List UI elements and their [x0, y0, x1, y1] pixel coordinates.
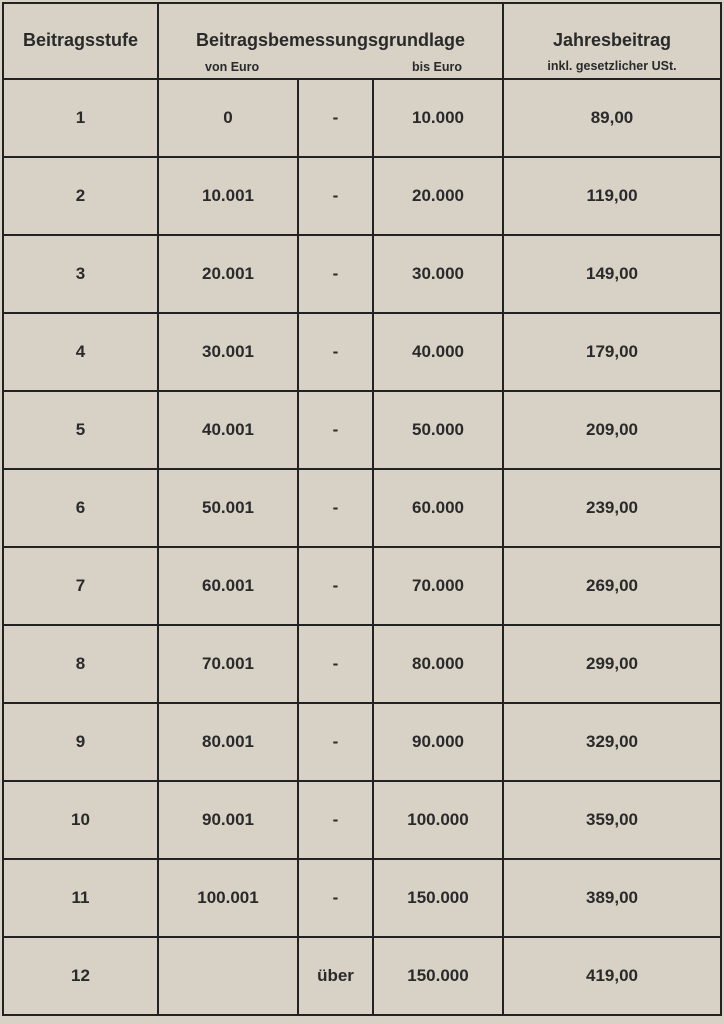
cell-separator: - [298, 391, 373, 469]
cell-stufe: 8 [3, 625, 158, 703]
cell-von: 70.001 [158, 625, 298, 703]
cell-beitrag: 209,00 [503, 391, 721, 469]
cell-stufe: 9 [3, 703, 158, 781]
header-jahresbeitrag [503, 3, 721, 79]
cell-bis: 20.000 [373, 157, 503, 235]
cell-beitrag: 359,00 [503, 781, 721, 859]
cell-separator: - [298, 79, 373, 157]
table-row [3, 235, 721, 313]
cell-separator: über [298, 937, 373, 1015]
cell-separator: - [298, 235, 373, 313]
header-von-euro: von Euro [205, 60, 260, 74]
cell-bis: 100.000 [373, 781, 503, 859]
cell-von [158, 937, 298, 1015]
table-row [3, 859, 721, 937]
cell-separator: - [298, 703, 373, 781]
table-row [3, 703, 721, 781]
cell-stufe: 7 [3, 547, 158, 625]
cell-beitrag: 239,00 [503, 469, 721, 547]
table-row [3, 625, 721, 703]
cell-stufe: 6 [3, 469, 158, 547]
cell-separator: - [298, 547, 373, 625]
cell-stufe: 4 [3, 313, 158, 391]
cell-stufe: 1 [3, 79, 158, 157]
cell-von: 0 [158, 79, 298, 157]
cell-bis: 50.000 [373, 391, 503, 469]
cell-separator: - [298, 157, 373, 235]
cell-separator: - [298, 469, 373, 547]
table-row [3, 157, 721, 235]
cell-separator: - [298, 781, 373, 859]
table-row [3, 79, 721, 157]
header-range-subrow [159, 60, 502, 74]
table-row [3, 469, 721, 547]
cell-stufe: 11 [3, 859, 158, 937]
cell-beitrag: 389,00 [503, 859, 721, 937]
header-beitragsstufe [3, 3, 158, 79]
cell-von: 80.001 [158, 703, 298, 781]
cell-bis: 150.000 [373, 859, 503, 937]
cell-von: 60.001 [158, 547, 298, 625]
cell-beitrag: 329,00 [503, 703, 721, 781]
header-bis-euro: bis Euro [411, 60, 462, 74]
table-row [3, 313, 721, 391]
table-row [3, 781, 721, 859]
cell-von: 90.001 [158, 781, 298, 859]
cell-separator: - [298, 859, 373, 937]
cell-bis: 30.000 [373, 235, 503, 313]
cell-bis: 10.000 [373, 79, 503, 157]
cell-separator: - [298, 625, 373, 703]
cell-von: 50.001 [158, 469, 298, 547]
cell-bis: 90.000 [373, 703, 503, 781]
cell-beitrag: 89,00 [503, 79, 721, 157]
table-row [3, 547, 721, 625]
cell-beitrag: 119,00 [503, 157, 721, 235]
cell-bis: 80.000 [373, 625, 503, 703]
cell-stufe: 5 [3, 391, 158, 469]
cell-bis: 70.000 [373, 547, 503, 625]
cell-bis: 60.000 [373, 469, 503, 547]
header-ust-note: inkl. gesetzlicher USt. [547, 59, 677, 73]
cell-stufe: 3 [3, 235, 158, 313]
cell-stufe: 2 [3, 157, 158, 235]
cell-stufe: 12 [3, 937, 158, 1015]
fee-table [2, 2, 722, 1016]
cell-bis: 40.000 [373, 313, 503, 391]
cell-separator: - [298, 313, 373, 391]
cell-beitrag: 299,00 [503, 625, 721, 703]
table-header-row [3, 3, 721, 79]
header-jahresbeitrag-label: Jahresbeitrag [552, 30, 672, 50]
cell-von: 10.001 [158, 157, 298, 235]
header-bemessungsgrundlage [158, 3, 503, 79]
cell-von: 20.001 [158, 235, 298, 313]
cell-von: 100.001 [158, 859, 298, 937]
cell-bis: 150.000 [373, 937, 503, 1015]
header-beitragsstufe-label: Beitragsstufe [22, 30, 139, 50]
cell-von: 40.001 [158, 391, 298, 469]
table-row [3, 391, 721, 469]
cell-beitrag: 179,00 [503, 313, 721, 391]
cell-beitrag: 149,00 [503, 235, 721, 313]
table-row [3, 937, 721, 1015]
cell-von: 30.001 [158, 313, 298, 391]
cell-beitrag: 269,00 [503, 547, 721, 625]
cell-stufe: 10 [3, 781, 158, 859]
cell-beitrag: 419,00 [503, 937, 721, 1015]
header-bemessungsgrundlage-label: Beitragsbemessungsgrundlage [195, 30, 466, 50]
